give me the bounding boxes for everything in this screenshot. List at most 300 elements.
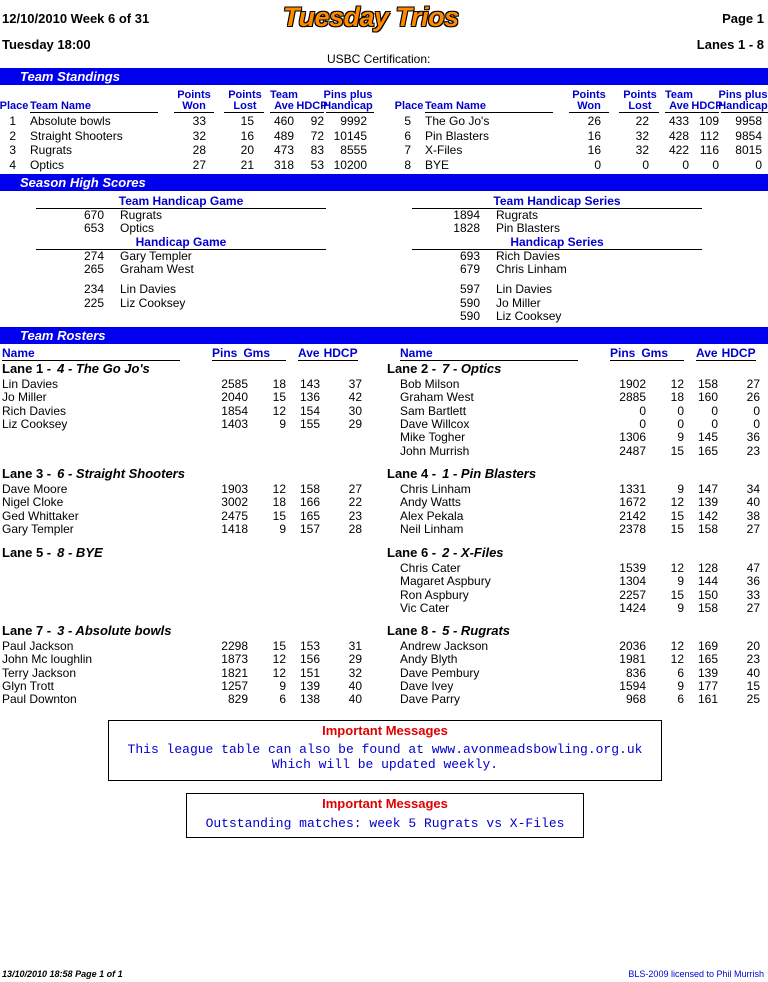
- player-games: 9: [279, 416, 286, 431]
- player-pins: 1418: [221, 521, 248, 536]
- roster-row: [0, 652, 768, 666]
- team-handicap: 83: [310, 143, 324, 157]
- player-name: Paul Jackson: [2, 639, 74, 653]
- player-games: 15: [272, 390, 286, 405]
- player-pins: 1981: [619, 652, 646, 667]
- column-header: Lost: [628, 100, 652, 112]
- player-games: 18: [272, 495, 286, 510]
- section-title: Team Rosters: [20, 328, 106, 343]
- player-games: 15: [670, 508, 684, 523]
- team-handicap: 116: [699, 143, 719, 157]
- place: 7: [404, 143, 411, 157]
- player-name: Mike Togher: [400, 430, 466, 445]
- player-pins: 2475: [221, 508, 248, 523]
- header-underline: [721, 112, 768, 113]
- roster-header-pins-gms: [610, 347, 684, 361]
- player-name: Ron Aspbury: [400, 587, 469, 602]
- player-average: 145: [697, 430, 718, 445]
- player-pins: 2257: [619, 587, 646, 602]
- player-average: 139: [697, 665, 718, 680]
- standings-row: [395, 143, 768, 157]
- page-title: Tuesday Trios: [283, 2, 459, 32]
- high-score-row: [440, 309, 700, 323]
- place: 2: [9, 128, 16, 143]
- place: 4: [9, 157, 16, 172]
- player-average: 144: [697, 574, 718, 589]
- message-title: Important Messages: [322, 796, 448, 811]
- header-underline: [326, 112, 374, 113]
- roster-header-pins: Pins: [212, 346, 238, 360]
- lane-title: [387, 361, 501, 376]
- player-handicap: 20: [746, 639, 760, 653]
- standings-row: [0, 158, 375, 172]
- player-name: Dave Moore: [2, 482, 68, 496]
- player-handicap: 40: [746, 495, 760, 510]
- lane-title: [2, 623, 171, 638]
- header-underline: [619, 112, 659, 113]
- player-name: Gary Templer: [2, 521, 74, 536]
- player-name: Magaret Aspbury: [400, 574, 491, 589]
- player-pins: 968: [625, 692, 646, 707]
- player-handicap: 40: [348, 678, 362, 693]
- footer-timestamp: 13/10/2010 18:58 Page 1 of 1: [2, 969, 123, 979]
- high-score-value: 590: [459, 309, 480, 323]
- player-handicap: 22: [348, 495, 362, 510]
- lane-team: 4 - The Go Jo's: [57, 361, 150, 376]
- team-average: 489: [273, 128, 294, 143]
- player-handicap: 27: [746, 521, 760, 536]
- high-score-value: 597: [459, 282, 480, 296]
- high-score-name: Jo Miller: [496, 296, 541, 310]
- player-games: 18: [272, 377, 286, 391]
- player-average: 0: [711, 416, 718, 431]
- column-header: Team: [270, 89, 298, 101]
- lane-label: Lane 5 -: [2, 545, 52, 560]
- points-lost: 22: [635, 114, 649, 128]
- player-pins: 2378: [619, 521, 646, 536]
- roster-row: [0, 390, 768, 404]
- points-won: 32: [192, 128, 206, 143]
- player-name: Terry Jackson: [2, 665, 77, 680]
- player-games: 12: [272, 403, 286, 418]
- message-box-2: [186, 793, 584, 838]
- high-score-row: [64, 221, 324, 235]
- high-score-name: Rich Davies: [496, 249, 561, 263]
- player-pins: 0: [639, 403, 646, 418]
- player-average: 154: [299, 403, 320, 418]
- player-handicap: 34: [746, 482, 760, 496]
- high-score-name: Pin Blasters: [496, 221, 561, 235]
- column-header: Place: [394, 100, 424, 112]
- high-score-row: [64, 249, 324, 263]
- lane-team: 3 - Absolute bowls: [57, 623, 172, 638]
- player-handicap: 0: [753, 416, 760, 431]
- points-won: 28: [192, 143, 206, 157]
- high-score-value: 265: [83, 262, 104, 276]
- high-score-name: Liz Cooksey: [496, 309, 562, 323]
- player-pins: 1672: [619, 495, 646, 510]
- roster-row: [0, 666, 768, 680]
- player-games: 12: [670, 639, 684, 653]
- pins-plus-handicap: 9854: [735, 128, 762, 143]
- player-pins: 2585: [221, 377, 248, 391]
- high-score-name: Lin Davies: [120, 282, 177, 296]
- player-games: 15: [670, 443, 684, 458]
- player-name: Ged Whittaker: [2, 508, 79, 523]
- high-score-name: Lin Davies: [496, 282, 553, 296]
- player-handicap: 30: [348, 403, 362, 418]
- player-name: Lin Davies: [2, 377, 59, 391]
- player-name: Chris Linham: [400, 482, 471, 496]
- player-games: 9: [677, 430, 684, 445]
- standings-row: [0, 143, 375, 157]
- player-handicap: 0: [753, 403, 760, 418]
- high-score-value: 590: [459, 296, 480, 310]
- player-name: John Mc loughlin: [2, 652, 93, 667]
- player-name: Bob Milson: [400, 377, 460, 391]
- player-pins: 1424: [619, 600, 646, 615]
- column-header: Team Name: [30, 100, 158, 113]
- pins-plus-handicap: 10145: [333, 128, 367, 143]
- player-name: Alex Pekala: [400, 508, 464, 523]
- player-handicap: 27: [348, 482, 362, 496]
- points-won: 27: [192, 157, 206, 172]
- high-score-row: [64, 208, 324, 222]
- roster-header-pins: Pins: [610, 346, 636, 360]
- high-score-row: [440, 262, 700, 276]
- high-score-name: Rugrats: [496, 208, 539, 222]
- player-average: 142: [697, 508, 718, 523]
- player-average: 160: [697, 390, 718, 405]
- column-header: Won: [182, 100, 206, 112]
- roster-header-gms: Gms: [243, 346, 271, 360]
- roster-row: [0, 679, 768, 693]
- team-average: 433: [668, 114, 689, 128]
- player-name: Neil Linham: [400, 521, 464, 536]
- column-header: Points: [177, 89, 211, 101]
- place: 8: [404, 157, 411, 172]
- player-pins: 1306: [619, 430, 646, 445]
- player-pins: 1257: [221, 678, 248, 693]
- player-average: 153: [299, 639, 320, 653]
- team-average: 473: [273, 143, 294, 157]
- player-pins: 2040: [221, 390, 248, 405]
- roster-row: [0, 377, 768, 391]
- player-games: 15: [272, 639, 286, 653]
- team-name: Rugrats: [30, 143, 73, 157]
- high-score-row: [440, 221, 700, 235]
- player-average: 151: [299, 665, 320, 680]
- column-header: Handicap: [718, 100, 768, 112]
- team-handicap: 112: [699, 128, 719, 143]
- player-name: Glyn Trott: [2, 678, 55, 693]
- player-games: 6: [677, 665, 684, 680]
- message-line: This league table can also be found at www.avonmeadsbowling.org.uk: [127, 742, 643, 757]
- pins-plus-handicap: 8015: [735, 143, 762, 157]
- player-games: 12: [670, 652, 684, 667]
- team-average: 422: [668, 143, 689, 157]
- high-score-row: [64, 282, 324, 296]
- player-handicap: 23: [348, 508, 362, 523]
- column-header: Lost: [233, 100, 257, 112]
- roster-row: [0, 561, 768, 575]
- roster-row: [0, 692, 768, 706]
- roster-row: [0, 574, 768, 588]
- roster-row: [0, 601, 768, 615]
- player-games: 9: [677, 600, 684, 615]
- high-score-value: 1894: [453, 208, 480, 222]
- player-pins: 1403: [221, 416, 248, 431]
- place: 6: [404, 128, 411, 143]
- pins-plus-handicap: 0: [755, 157, 762, 172]
- high-score-value: 693: [459, 249, 480, 263]
- high-score-value: 679: [459, 262, 480, 276]
- player-average: 165: [697, 443, 718, 458]
- player-average: 157: [299, 521, 320, 536]
- lane-team: 8 - BYE: [57, 545, 103, 560]
- roster-header-ave-hdcp: [696, 347, 756, 361]
- player-average: 0: [711, 403, 718, 418]
- player-name: Dave Pembury: [400, 665, 480, 680]
- lane-title: [2, 361, 150, 376]
- player-average: 177: [697, 678, 718, 693]
- player-average: 138: [299, 692, 320, 707]
- player-name: Paul Downton: [2, 692, 77, 707]
- standings-row: [0, 114, 375, 128]
- player-games: 12: [272, 665, 286, 680]
- roster-header-ave: Ave: [298, 346, 320, 360]
- standings-row: [395, 158, 768, 172]
- points-lost: 20: [240, 143, 254, 157]
- player-handicap: 42: [348, 390, 362, 405]
- player-pins: 2885: [619, 390, 646, 405]
- player-average: 139: [299, 678, 320, 693]
- column-header: Ave: [274, 100, 294, 112]
- player-name: Sam Bartlett: [400, 403, 467, 418]
- column-header: Place: [0, 100, 29, 112]
- standings-row: [0, 129, 375, 143]
- high-score-row: [440, 208, 700, 222]
- place: 5: [404, 114, 411, 128]
- high-score-value: 670: [83, 208, 104, 222]
- player-games: 6: [279, 692, 286, 707]
- player-average: 158: [697, 377, 718, 391]
- header-underline: [569, 112, 609, 113]
- column-header: Won: [577, 100, 601, 112]
- player-handicap: 40: [746, 665, 760, 680]
- roster-row: [0, 522, 768, 536]
- player-handicap: 15: [746, 678, 760, 693]
- high-score-value: 234: [83, 282, 104, 296]
- team-handicap: 0: [712, 157, 719, 172]
- lane-label: Lane 6 -: [387, 545, 437, 560]
- roster-row: [0, 404, 768, 418]
- player-pins: 1902: [619, 377, 646, 391]
- player-games: 9: [677, 574, 684, 589]
- player-name: Graham West: [400, 390, 474, 405]
- column-header: Pins plus: [323, 89, 373, 101]
- roster-row: [0, 588, 768, 602]
- page-number: Page 1: [722, 11, 764, 26]
- season-high-scores-bar: [0, 174, 768, 191]
- roster-row: [0, 482, 768, 496]
- player-handicap: 23: [746, 443, 760, 458]
- player-games: 9: [279, 678, 286, 693]
- team-name: Absolute bowls: [30, 114, 111, 128]
- lane-team: 7 - Optics: [442, 361, 502, 376]
- team-average: 318: [273, 157, 294, 172]
- high-score-value: 653: [83, 221, 104, 235]
- points-won: 16: [587, 128, 601, 143]
- pins-plus-handicap: 8555: [340, 143, 367, 157]
- roster-row: [0, 417, 768, 431]
- points-lost: 32: [635, 143, 649, 157]
- team-handicap: 72: [310, 128, 324, 143]
- player-name: Dave Willcox: [400, 416, 470, 431]
- column-header: Team Name: [425, 100, 553, 113]
- high-score-row: [64, 262, 324, 276]
- player-average: 150: [697, 587, 718, 602]
- roster-header-name: Name: [400, 347, 578, 361]
- standings-row: [395, 114, 768, 128]
- player-pins: 1331: [619, 482, 646, 496]
- header-underline: [270, 112, 300, 113]
- player-pins: 829: [227, 692, 248, 707]
- player-games: 15: [670, 521, 684, 536]
- team-name: Optics: [30, 157, 65, 172]
- player-average: 155: [299, 416, 320, 431]
- player-name: Andy Watts: [400, 495, 461, 510]
- handicap-series-title: Handicap Series: [412, 235, 702, 250]
- lane-label: Lane 1 -: [2, 361, 52, 376]
- player-pins: 2036: [619, 639, 646, 653]
- player-name: Liz Cooksey: [2, 416, 68, 431]
- high-score-row: [440, 296, 700, 310]
- high-score-row: [440, 282, 700, 296]
- team-handicap: 53: [310, 157, 324, 172]
- player-name: Vic Cater: [400, 600, 450, 615]
- column-header: Team: [665, 89, 693, 101]
- team-name: X-Files: [425, 143, 463, 157]
- player-name: John Murrish: [400, 443, 470, 458]
- player-pins: 1539: [619, 561, 646, 575]
- lane-team: 2 - X-Files: [442, 545, 504, 560]
- player-pins: 1594: [619, 678, 646, 693]
- player-games: 9: [677, 678, 684, 693]
- lane-team: 1 - Pin Blasters: [442, 466, 537, 481]
- player-average: 143: [299, 377, 320, 391]
- high-score-value: 1828: [453, 221, 480, 235]
- player-pins: 2487: [619, 443, 646, 458]
- place: 1: [9, 114, 16, 128]
- player-games: 15: [670, 587, 684, 602]
- points-lost: 15: [240, 114, 254, 128]
- player-handicap: 23: [746, 652, 760, 667]
- header-underline: [665, 112, 695, 113]
- player-games: 0: [677, 403, 684, 418]
- roster-header-hdcp: HDCP: [721, 346, 756, 360]
- high-score-name: Liz Cooksey: [120, 296, 186, 310]
- player-pins: 2298: [221, 639, 248, 653]
- team-average: 428: [668, 128, 689, 143]
- player-average: 147: [697, 482, 718, 496]
- player-average: 156: [299, 652, 320, 667]
- team-name: BYE: [425, 157, 450, 172]
- lane-label: Lane 8 -: [387, 623, 437, 638]
- place: 3: [9, 143, 16, 157]
- player-name: Jo Miller: [2, 390, 47, 405]
- player-games: 6: [677, 692, 684, 707]
- roster-header-hdcp: HDCP: [323, 346, 358, 360]
- lane-title: [387, 623, 510, 638]
- standings-row: [395, 129, 768, 143]
- roster-row: [0, 495, 768, 509]
- player-average: 158: [697, 521, 718, 536]
- player-name: Andrew Jackson: [400, 639, 489, 653]
- team-name: Pin Blasters: [425, 128, 490, 143]
- player-name: Chris Cater: [400, 561, 461, 575]
- header-underline: [224, 112, 264, 113]
- points-lost: 16: [240, 128, 254, 143]
- certification: USBC Certification:: [327, 52, 431, 66]
- pins-plus-handicap: 9992: [340, 114, 367, 128]
- section-title: Season High Scores: [20, 175, 146, 190]
- team-name: The Go Jo's: [425, 114, 490, 128]
- section-title: Team Standings: [20, 69, 120, 84]
- team-average: 460: [273, 114, 294, 128]
- lane-title: [387, 545, 504, 560]
- player-name: Andy Blyth: [400, 652, 458, 667]
- player-handicap: 33: [746, 587, 760, 602]
- lane-title: [2, 545, 103, 560]
- team-rosters-bar: [0, 327, 768, 344]
- header-underline: [693, 112, 719, 113]
- high-score-value: 225: [83, 296, 104, 310]
- player-pins: 2142: [619, 508, 646, 523]
- team-handicap-series-title: Team Handicap Series: [412, 194, 702, 209]
- player-handicap: 29: [348, 416, 362, 431]
- high-score-name: Optics: [120, 221, 155, 235]
- column-header: Points: [572, 89, 606, 101]
- high-score-name: Gary Templer: [120, 249, 192, 263]
- column-header: HDCP: [691, 100, 723, 112]
- message-title: Important Messages: [322, 723, 448, 738]
- points-lost: 32: [635, 128, 649, 143]
- player-name: Dave Parry: [400, 692, 461, 707]
- player-games: 15: [272, 508, 286, 523]
- points-won: 26: [587, 114, 601, 128]
- player-pins: 1854: [221, 403, 248, 418]
- message-box-1: [108, 720, 662, 781]
- header-underline: [174, 112, 214, 113]
- roster-header-gms: Gms: [641, 346, 669, 360]
- player-handicap: 32: [348, 665, 362, 680]
- high-score-row: [440, 249, 700, 263]
- player-handicap: 37: [348, 377, 362, 391]
- team-average: 0: [682, 157, 689, 172]
- pins-plus-handicap: 10200: [333, 157, 367, 172]
- roster-row: [0, 444, 768, 458]
- handicap-game-title: Handicap Game: [36, 235, 326, 250]
- player-average: 169: [697, 639, 718, 653]
- player-games: 12: [272, 652, 286, 667]
- column-header: Points: [228, 89, 262, 101]
- player-pins: 3002: [221, 495, 248, 510]
- column-header: Pins plus: [718, 89, 768, 101]
- player-average: 128: [697, 561, 718, 575]
- player-games: 9: [677, 482, 684, 496]
- message-line: Outstanding matches: week 5 Rugrats vs X-Files: [205, 816, 565, 831]
